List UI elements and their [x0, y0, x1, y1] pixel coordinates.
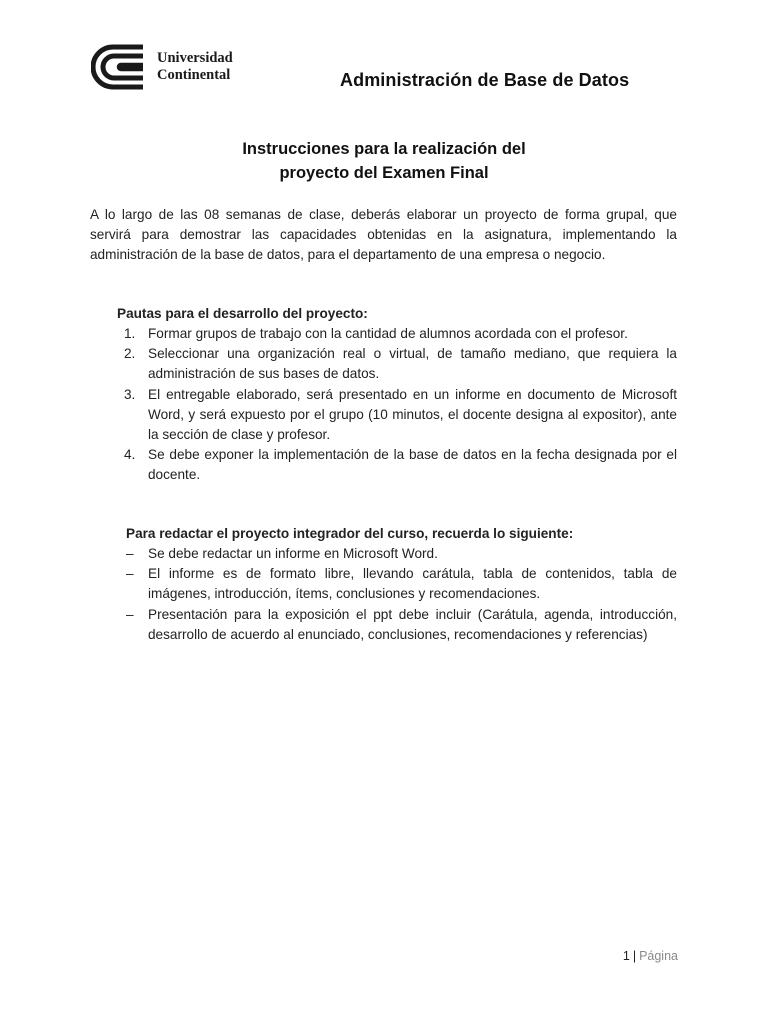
list-item-text: Seleccionar una organización real o virtual, de tamaño mediano, que requiera la administración de sus bases de datos. [148, 346, 677, 382]
list-item [90, 605, 677, 645]
list-item [90, 324, 677, 344]
document-title [0, 137, 768, 185]
university-logo [91, 44, 261, 90]
footer-separator: | [632, 949, 637, 963]
document-title-line-1: Instrucciones para la realización del [242, 140, 526, 158]
section-heading: Para redactar el proyecto integrador del curso, recuerda lo siguiente: [126, 526, 574, 541]
list-item [90, 344, 677, 384]
list-item-text: Se debe redactar un informe en Microsoft Word. [148, 546, 438, 561]
intro-paragraph: A lo largo de las 08 semanas de clase, deberás elaborar un proyecto de forma grupal, que servirá para demostrar las capacidades obtenidas en la asignatura, implementando la administración de la base de datos, para el departamento de una empresa o negocio. [90, 207, 677, 263]
list-item-text: El informe es de formato libre, llevando carátula, tabla de contenidos, tabla de imágenes, introducción, ítems, conclusiones y recomendaciones. [148, 566, 677, 602]
list-item-text: El entregable elaborado, será presentado en un informe en documento de Microsoft Word, y será expuesto por el grupo (10 minutos, el docente designa al expositor), ante la sección de clase y profesor. [148, 386, 677, 443]
logo-line-2: Continental [157, 67, 231, 83]
list-item-text: Formar grupos de trabajo con la cantidad de alumnos acordada con el profesor. [148, 326, 628, 341]
document-title-line-2: proyecto del Examen Final [279, 164, 489, 182]
list-item [90, 385, 677, 446]
page-number: 1 [622, 949, 630, 963]
list-item [90, 544, 677, 564]
logo-wordmark [157, 50, 233, 84]
list-marker: – [126, 546, 134, 561]
list-marker: – [126, 606, 134, 622]
course-title: Administración de Base de Datos [340, 70, 630, 90]
list-item [90, 564, 677, 604]
list-marker: 1. [124, 326, 136, 341]
page-label: Página [639, 949, 678, 963]
list-marker: 3. [124, 386, 136, 402]
list-marker: 4. [124, 447, 136, 463]
list-marker: – [126, 566, 134, 582]
list-item-text: Se debe exponer la implementación de la base de datos en la fecha designada por el docente. [148, 447, 677, 483]
list-item [90, 445, 677, 485]
guidelines-list [90, 324, 677, 486]
list-marker: 2. [124, 346, 136, 362]
list-item-text: Presentación para la exposición el ppt debe incluir (Carátula, agenda, introducción, desarrollo de acuerdo al enunciado, conclusiones, recomendaciones y referencias) [148, 606, 677, 642]
section-heading: Pautas para el desarrollo del proyecto: [117, 306, 368, 321]
page-footer [623, 949, 678, 963]
universidad-continental-logo-mark-icon [91, 44, 151, 90]
reminders-list [90, 544, 677, 645]
logo-line-1: Universidad [157, 50, 233, 66]
